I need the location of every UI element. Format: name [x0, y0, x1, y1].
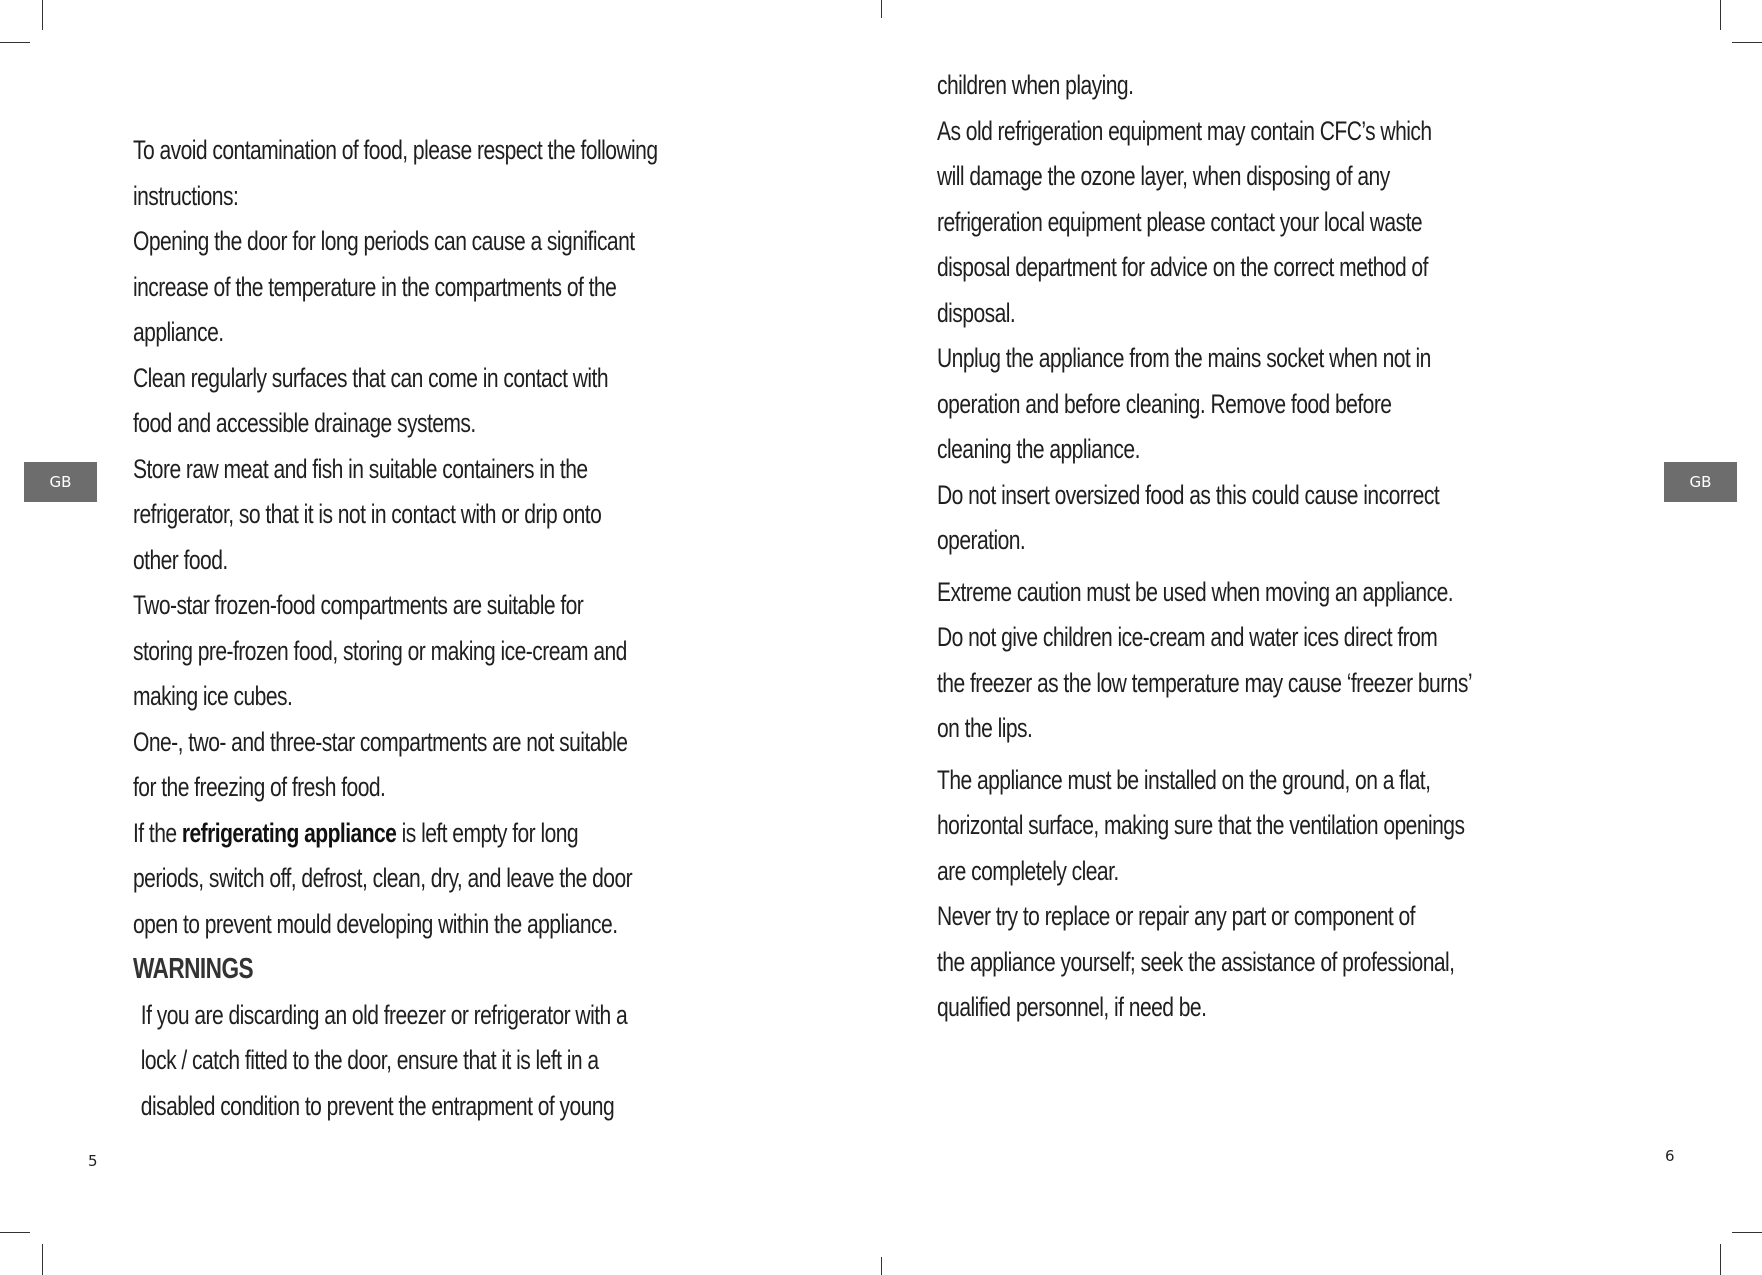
- page-number-left: 5: [88, 1152, 98, 1170]
- text-line: lock / catch fitted to the door, ensure that it is left in a: [140, 1045, 599, 1075]
- text-line: operation and before cleaning. Remove food before: [937, 388, 1392, 419]
- text-line: on the lips.: [937, 713, 1033, 743]
- text-line: are completely clear.: [937, 855, 1119, 886]
- text-line: other food.: [133, 544, 228, 575]
- crop-mark: [1720, 1244, 1721, 1275]
- crop-mark: [42, 1244, 43, 1275]
- text-line: disposal.: [937, 297, 1016, 328]
- text-span: is left empty for long: [396, 817, 579, 848]
- text-line: appliance.: [133, 317, 224, 347]
- bold-term: refrigerating appliance: [181, 817, 397, 848]
- crop-mark: [1732, 1232, 1762, 1233]
- text-line: children when playing.: [937, 70, 1134, 100]
- text-line: increase of the temperature in the compartments of the: [133, 271, 617, 302]
- text-line: will damage the ozone layer, when disposing of any: [937, 161, 1390, 191]
- text-line: disabled condition to prevent the entrapment of young: [140, 1090, 615, 1121]
- text-line: Extreme caution must be used when moving an appliance.: [937, 576, 1454, 607]
- text-line: To avoid contamination of food, please respect the following: [133, 135, 658, 165]
- text-line: If you are discarding an old freezer or refrigerator with a: [140, 999, 628, 1030]
- text-line: the freezer as the low temperature may cause ‘freezer burns’: [937, 667, 1472, 698]
- text-line: operation.: [937, 525, 1026, 555]
- left-column: [133, 128, 658, 1129]
- text-line: for the freezing of fresh food.: [133, 772, 386, 802]
- text-line: disposal department for advice on the correct method of: [937, 252, 1428, 282]
- text-line: horizontal surface, making sure that the ventilation openings: [937, 810, 1465, 840]
- crop-mark: [881, 0, 882, 18]
- text-line: qualified personnel, if need be.: [937, 992, 1207, 1022]
- language-tab-right: GB: [1664, 462, 1737, 502]
- crop-mark: [881, 1257, 882, 1275]
- text-line: Store raw meat and fish in suitable containers in the: [133, 453, 588, 484]
- page-number-right: 6: [1665, 1147, 1675, 1165]
- text-line: storing pre-frozen food, storing or making ice-cream and: [133, 635, 627, 666]
- empty-appliance-line: [133, 811, 658, 857]
- text-line: making ice cubes.: [133, 681, 293, 711]
- text-line: Clean regularly surfaces that can come in contact with: [133, 362, 609, 393]
- text-line: Unplug the appliance from the mains socket when not in: [937, 343, 1431, 373]
- text-line: Do not give children ice-cream and water ices direct from: [937, 622, 1438, 652]
- text-line: As old refrigeration equipment may contain CFC’s which: [937, 115, 1432, 146]
- crop-mark: [1720, 0, 1721, 30]
- text-line: the appliance yourself; seek the assistance of professional,: [937, 946, 1455, 977]
- text-line: refrigerator, so that it is not in contact with or drip onto: [133, 499, 602, 529]
- text-line: instructions:: [133, 180, 239, 211]
- text-line: Never try to replace or repair any part or component of: [937, 901, 1415, 931]
- text-line: Two-star frozen-food compartments are suitable for: [133, 590, 584, 620]
- text-line: food and accessible drainage systems.: [133, 408, 476, 438]
- language-tab-left: GB: [24, 462, 97, 502]
- crop-mark: [0, 1232, 30, 1233]
- warnings-heading: WARNINGS: [133, 953, 254, 985]
- text-line: periods, switch off, defrost, clean, dry, and leave the door: [133, 863, 633, 893]
- text-line: cleaning the appliance.: [937, 434, 1140, 464]
- right-column: [937, 63, 1472, 1031]
- text-line: Opening the door for long periods can cause a significant: [133, 226, 635, 256]
- text-line: open to prevent mould developing within the appliance.: [133, 908, 618, 939]
- text-line: Do not insert oversized food as this could cause incorrect: [937, 479, 1440, 510]
- crop-mark: [42, 0, 43, 30]
- text-line: One-, two- and three-star compartments are not suitable: [133, 726, 628, 757]
- text-line: refrigeration equipment please contact your local waste: [937, 206, 1423, 237]
- text-span: If the: [133, 817, 182, 848]
- crop-mark: [0, 42, 30, 43]
- crop-mark: [1732, 42, 1762, 43]
- text-line: The appliance must be installed on the ground, on a flat,: [937, 764, 1431, 795]
